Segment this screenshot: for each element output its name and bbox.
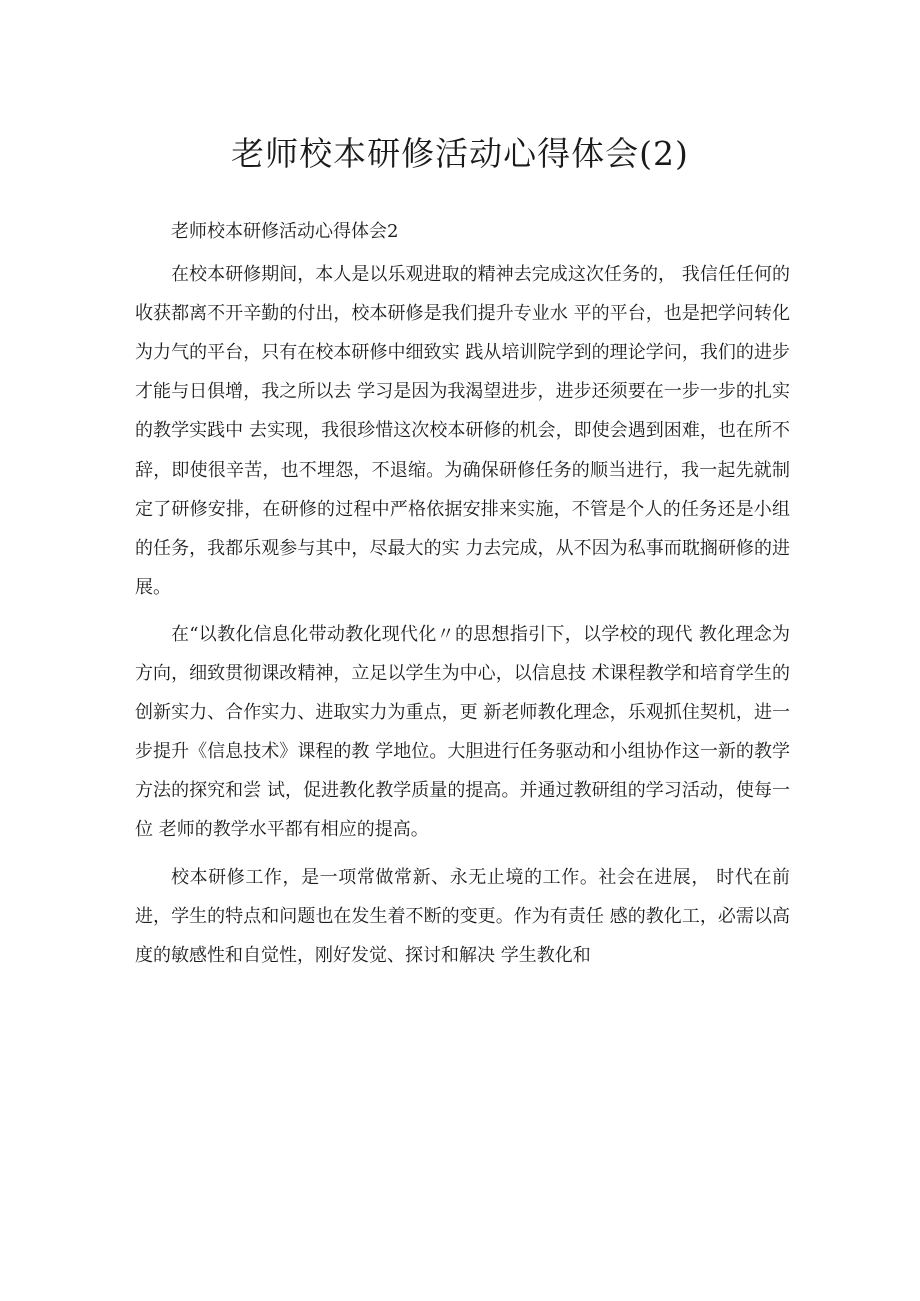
- paragraph-2: 在“以教化信息化带动教化现代化〃的思想指引下，以学校的现代 教化理念为方向，细致贯彻课改精神，立足以学生为中心，以信息技 术课程教学和培育学生的创新实力、合作实力、进取实力为重点，更 新老师教化理念，乐观抓住契机，进一步提升《信息技术》课程的教 学地位。大胆进行任务驱动和小组协作这一新的教学方法的探究和尝 试，促进教化教学质量的提高。并通过教研组的学习活动，使每一位 老师的教学水平都有相应的提高。: [135, 623, 790, 841]
- document-subtitle: 老师校本研修活动心得体会2: [171, 221, 399, 242]
- document-body: [135, 212, 790, 975]
- paragraph-1: 在校本研修期间，本人是以乐观进取的精神去完成这次任务的， 我信任任何的收获都离不开辛勤的付出，校本研修是我们提升专业水 平的平台，也是把学问转化为力气的平台，只有在校本研修中细致实 践从培训院学到的理论学问，我们的进步才能与日俱增，我之所以去 学习是因为我渴望进步，进步还须要在一步一步的扎实的教学实践中 去实现，我很珍惜这次校本研修的机会，即使会遇到困难，也在所不 辞，即使很辛苦，也不埋怨，不退缩。为确保研修任务的顺当进行，我一起先就制定了研修安排，在研修的过程中严格依据安排来实施，不管是个人的任务还是小组的任务，我都乐观参与其中，尽最大的实 力去完成，从不因为私事而耽搁研修的进展。: [135, 264, 790, 598]
- document-title: 老师校本研修活动心得体会(2): [231, 134, 689, 173]
- paragraph-3: 校本研修工作，是一项常做常新、永无止境的工作。社会在进展， 时代在前进，学生的特点和问题也在发生着不断的变更。作为有责任 感的教化工，必需以高度的敏感性和自觉性，刚好发觉、探讨和解决 学生教化和: [135, 866, 790, 966]
